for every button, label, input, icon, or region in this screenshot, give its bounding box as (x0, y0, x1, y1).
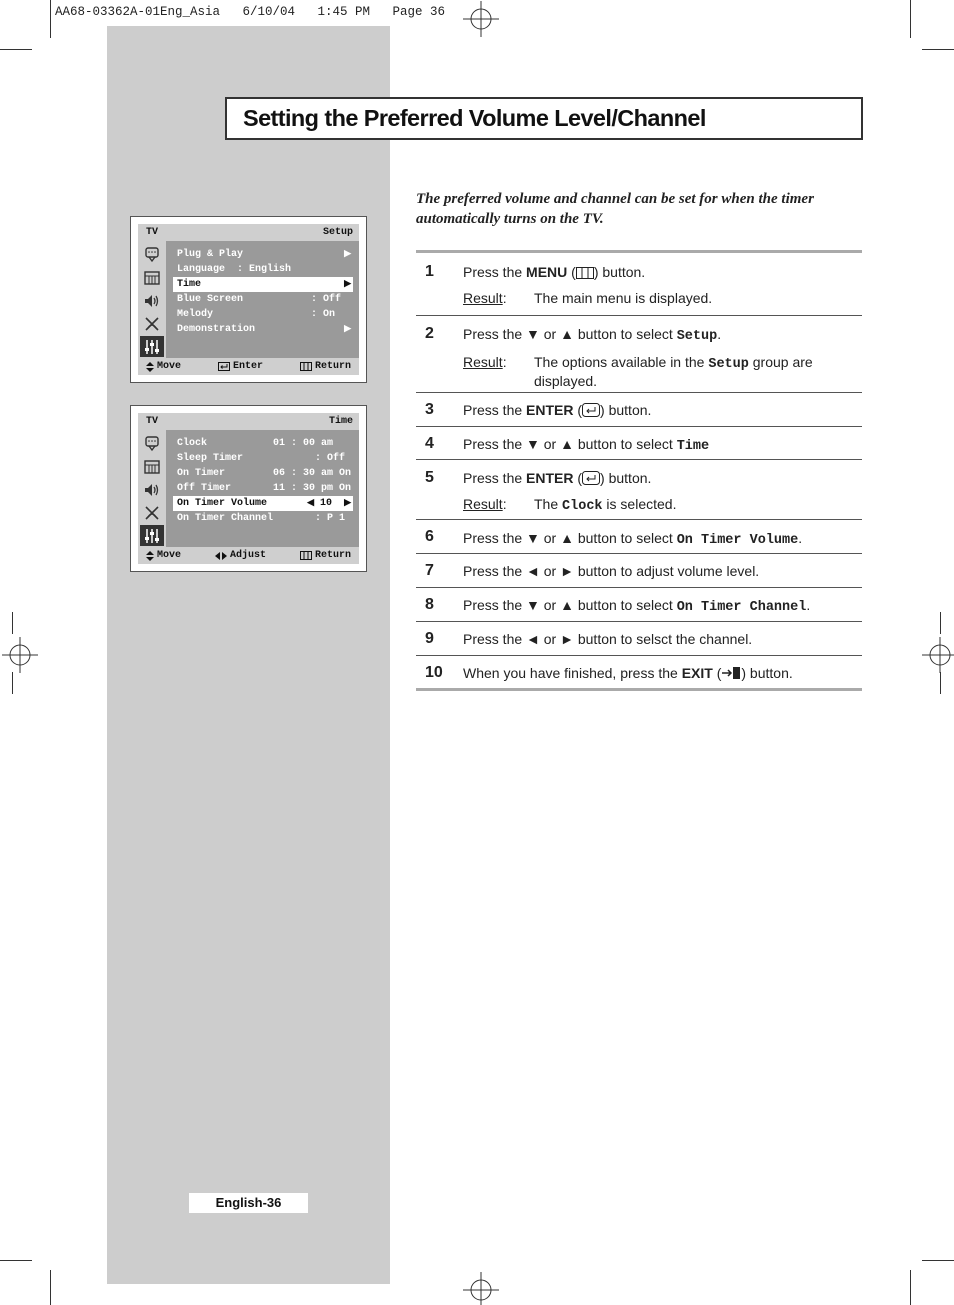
step-1 (416, 253, 862, 315)
page-title: Setting the Preferred Volume Level/Channel (243, 105, 706, 131)
step-6 (416, 519, 862, 553)
exit-icon (721, 666, 741, 680)
osd-screen-setup (130, 216, 367, 383)
page-number: English-36 (189, 1193, 308, 1213)
osd-item-plug-play[interactable]: Plug & Play ▶ (177, 249, 351, 260)
step-text: When you have finished, press the EXIT ( ) button. (463, 665, 793, 681)
osd-item-on-timer[interactable]: On Timer 06 : 30 am On (177, 468, 351, 479)
crop-mark (910, 1270, 911, 1305)
step-text: Press the ENTER ( ) button. (463, 470, 652, 486)
picture-icon (140, 456, 164, 477)
crop-mark (50, 0, 51, 38)
osd-item-on-timer-volume[interactable]: On Timer Volume ◀ 10 ▶ (173, 496, 353, 511)
arrow-right-icon: ▶ (344, 324, 351, 334)
picture-icon (140, 267, 164, 288)
intro-text: The preferred volume and channel can be set for when the timer automatically turns on the TV. (416, 191, 814, 227)
step-text: Press the ◄ or ► button to selsct the channel. (463, 631, 753, 647)
crop-mark (12, 612, 13, 634)
crop-mark (50, 1270, 51, 1305)
osd-item-melody[interactable]: Melody : On (177, 309, 335, 320)
step-number: 7 (425, 562, 434, 579)
input-icon (140, 244, 164, 265)
step-number: 8 (425, 596, 434, 613)
step-9 (416, 621, 862, 655)
step-number: 10 (425, 664, 443, 681)
osd-item-list (166, 430, 359, 547)
osd-footer: Move Enter Return (138, 358, 359, 375)
move-icon (146, 551, 154, 561)
enter-icon (582, 403, 600, 417)
step-5 (416, 459, 862, 519)
setup-icon (140, 525, 164, 546)
osd-item-list (166, 241, 359, 358)
step-10 (416, 655, 862, 688)
channel-icon (140, 313, 164, 334)
crop-mark (0, 49, 32, 50)
step-number: 6 (425, 528, 434, 545)
osd-footer: Move Adjust Return (138, 547, 359, 564)
osd-header: TV Setup (138, 224, 359, 241)
step-7 (416, 553, 862, 587)
step-text: Press the ▼ or ▲ button to select On Timer Volume. (463, 530, 803, 548)
menu-icon (300, 551, 312, 560)
crop-mark (922, 1260, 954, 1261)
crop-mark (940, 612, 941, 634)
enter-icon (582, 471, 600, 485)
sidebar-column (107, 26, 390, 1284)
volume-value: 10 (320, 498, 333, 509)
sound-icon (140, 290, 164, 311)
step-8 (416, 587, 862, 621)
input-icon (140, 433, 164, 454)
channel-icon (140, 502, 164, 523)
steps-list (416, 250, 862, 691)
step-result: Result: The Clock is selected. (463, 496, 677, 514)
osd-item-on-timer-channel[interactable]: On Timer Channel : P 1 (177, 513, 351, 524)
enter-icon (218, 362, 230, 371)
step-number: 5 (425, 469, 434, 486)
osd-item-language[interactable]: Language : English (177, 264, 292, 275)
step-text: Press the ▼ or ▲ button to select Time (463, 436, 710, 454)
step-text: Press the ▼ or ▲ button to select On Timer Channel. (463, 597, 811, 615)
registration-mark-icon (463, 1, 499, 37)
osd-icon-bar (138, 241, 166, 358)
arrow-right-icon: ▶ (344, 498, 351, 508)
arrow-right-icon: ▶ (344, 249, 351, 259)
menu-icon (300, 362, 312, 371)
osd-item-clock[interactable]: Clock 01 : 00 am (177, 438, 351, 449)
print-header: AA68-03362A-01Eng_Asia 6/10/04 1:45 PM Page 36 (55, 5, 446, 19)
step-number: 2 (425, 325, 434, 342)
step-2 (416, 315, 862, 392)
crop-mark (0, 1260, 32, 1261)
crop-mark (12, 672, 13, 694)
osd-menu (138, 413, 359, 564)
osd-screen-time (130, 405, 367, 572)
setup-icon (140, 336, 164, 357)
osd-item-off-timer[interactable]: Off Timer 11 : 30 pm On (177, 483, 351, 494)
osd-item-demonstration[interactable]: Demonstration ▶ (177, 324, 351, 335)
osd-item-blue-screen[interactable]: Blue Screen : Off (177, 294, 341, 305)
osd-menu (138, 224, 359, 375)
sound-icon (140, 479, 164, 500)
step-number: 1 (425, 263, 434, 280)
step-text: Press the ▼ or ▲ button to select Setup. (463, 326, 722, 344)
crop-mark (922, 49, 954, 50)
step-result: Result: The main menu is displayed. (463, 290, 713, 306)
registration-mark-icon (463, 1272, 499, 1305)
registration-mark-icon (2, 637, 38, 673)
osd-item-time[interactable]: Time ▶ (173, 277, 353, 292)
step-number: 9 (425, 630, 434, 647)
move-icon (146, 362, 154, 372)
registration-mark-icon (922, 637, 954, 673)
step-result: Result: The options available in the Setup group are displayed. (463, 354, 813, 389)
arrow-right-icon: ▶ (344, 279, 351, 289)
osd-header: TV Time (138, 413, 359, 430)
step-3 (416, 392, 862, 426)
step-text: Press the ENTER ( ) button. (463, 402, 652, 418)
osd-icon-bar (138, 430, 166, 547)
step-number: 4 (425, 435, 434, 452)
adjust-icon (215, 552, 227, 560)
osd-item-sleep-timer[interactable]: Sleep Timer : Off (177, 453, 351, 464)
step-number: 3 (425, 401, 434, 418)
crop-mark (940, 672, 941, 694)
step-4 (416, 426, 862, 459)
crop-mark (910, 0, 911, 38)
menu-icon (576, 267, 594, 279)
arrow-left-icon: ◀ (307, 498, 315, 508)
step-text: Press the ◄ or ► button to adjust volume level. (463, 563, 760, 579)
step-text: Press the MENU ( ) button. (463, 264, 646, 280)
page-title-box (225, 97, 863, 140)
